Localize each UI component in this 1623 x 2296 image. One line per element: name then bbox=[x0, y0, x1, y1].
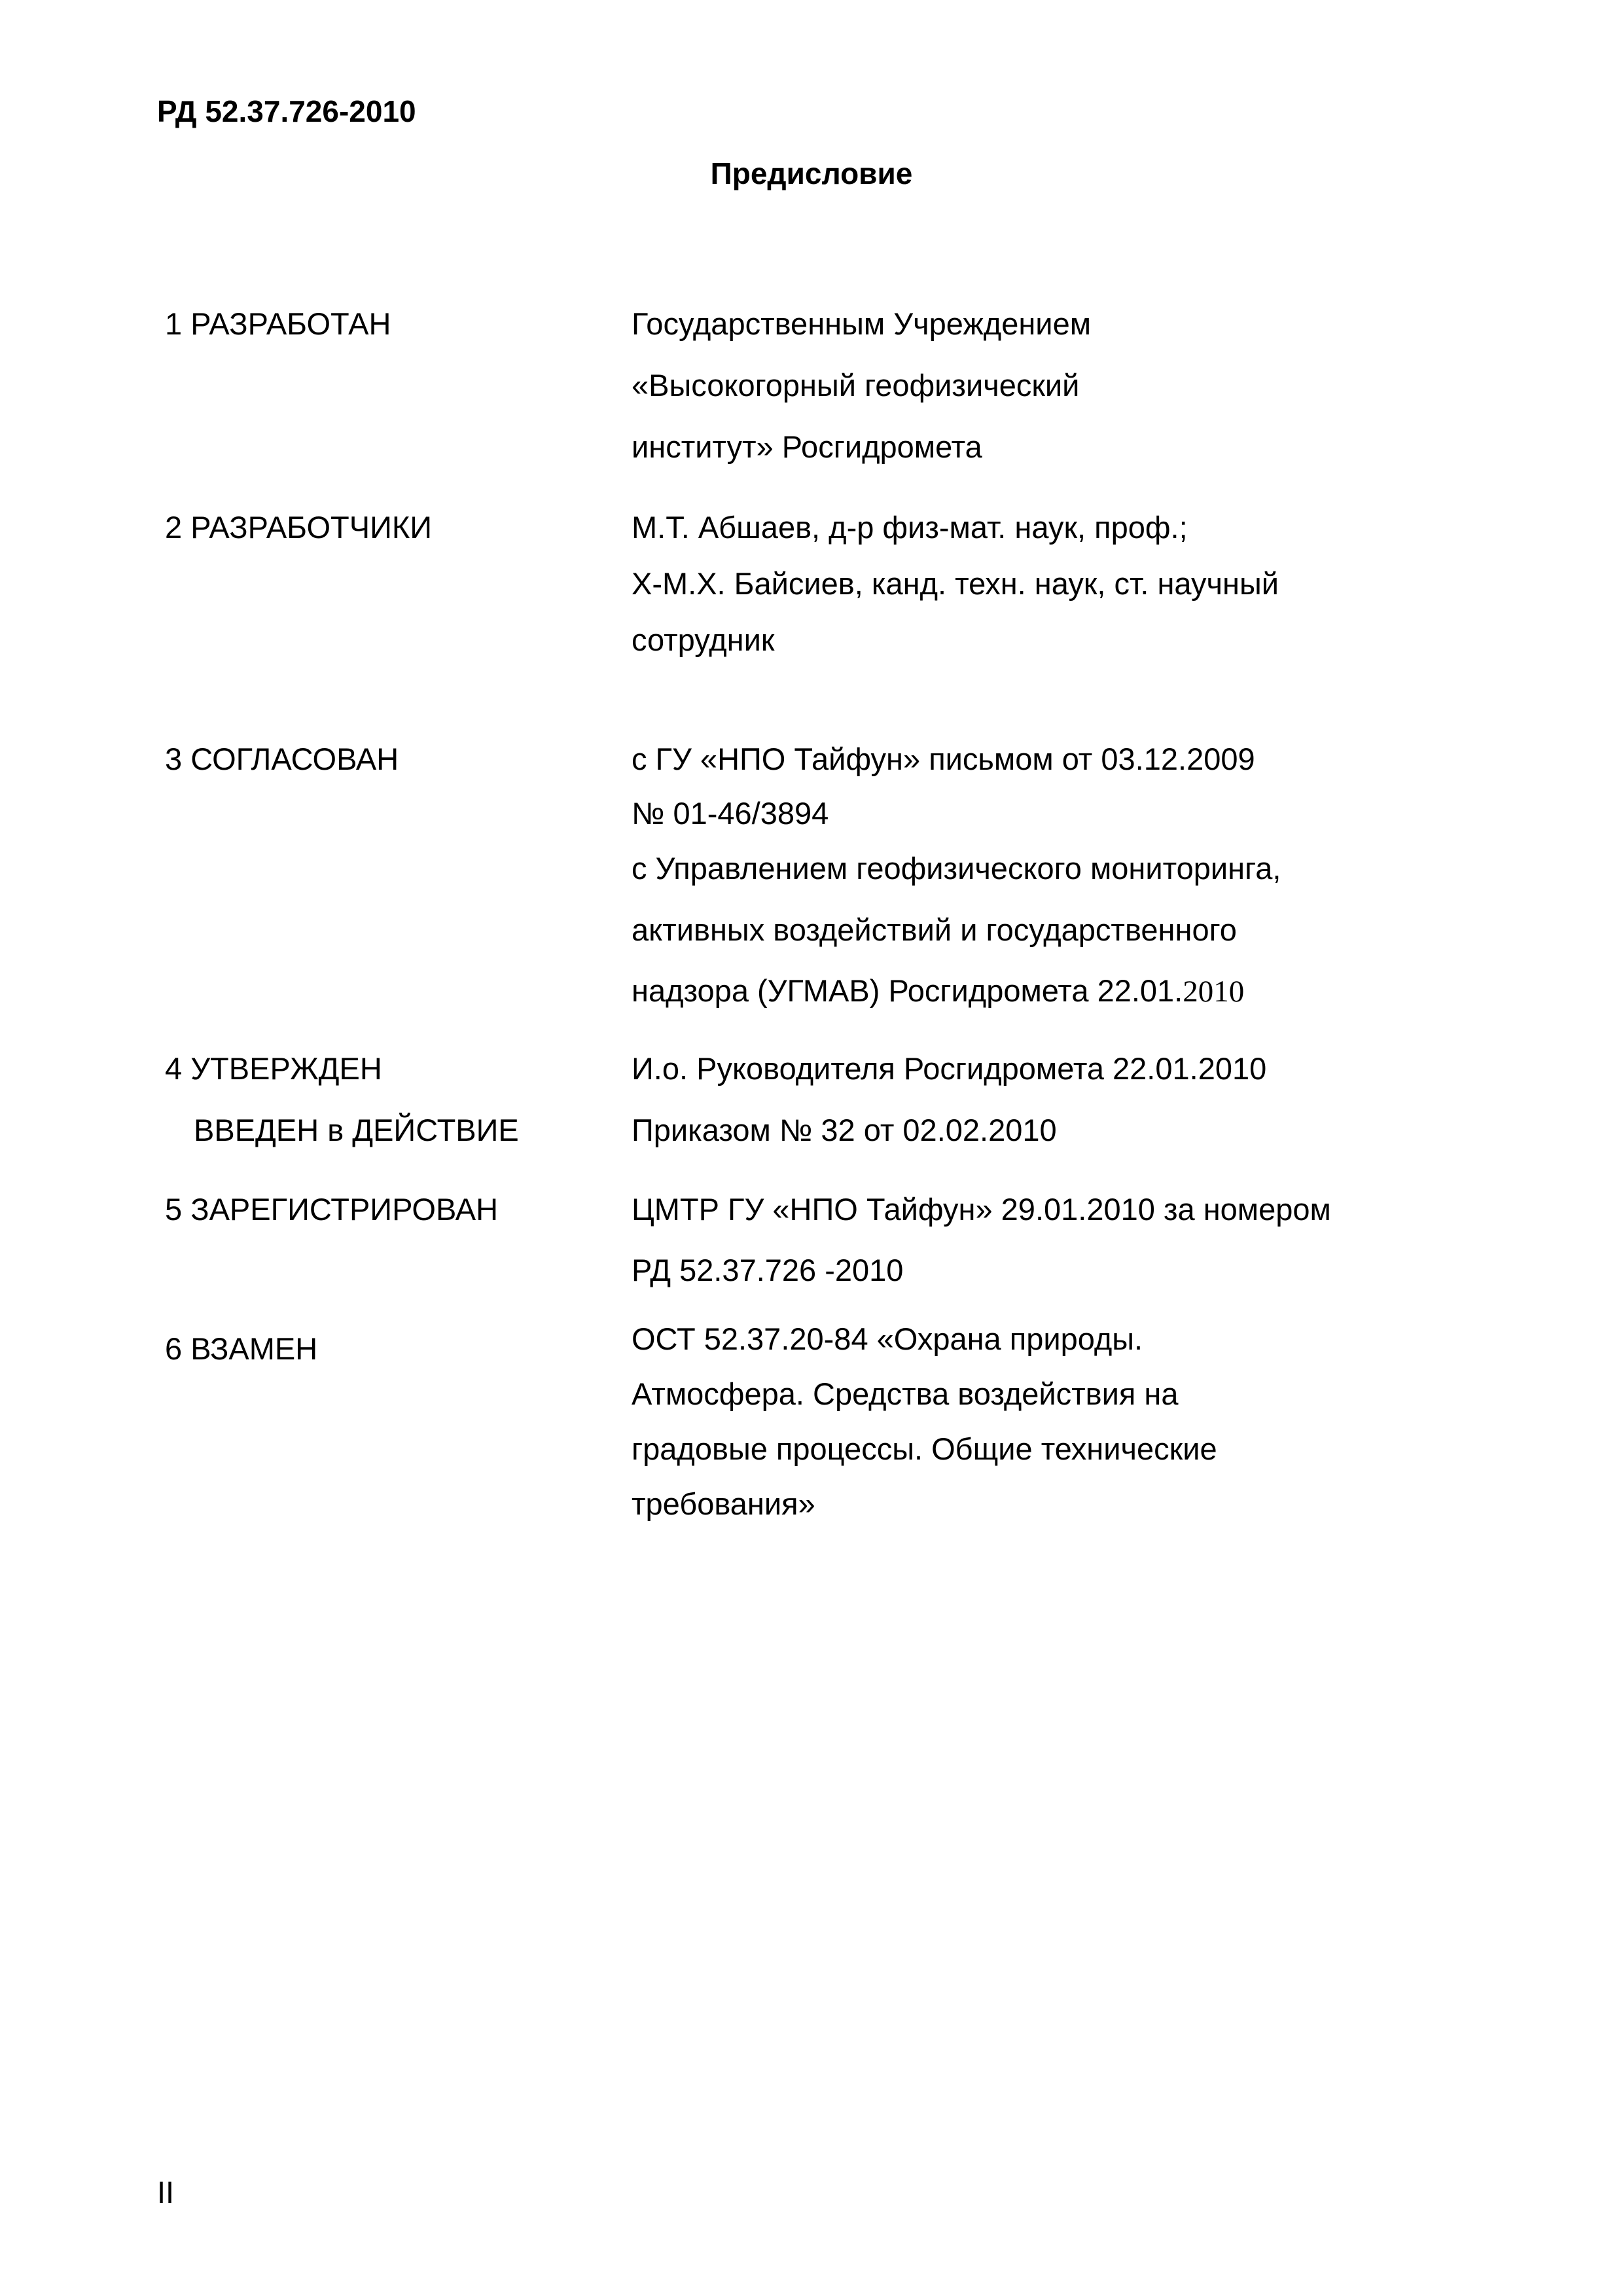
entry-label-main: 4 УТВЕРЖДЕН bbox=[165, 1051, 382, 1086]
entry-text bbox=[632, 740, 1482, 1011]
entry-line: с ГУ «НПО Тайфун» письмом от 03.12.2009 bbox=[632, 742, 1255, 776]
entry-sublabel: ВВЕДЕН в ДЕЙСТВИЕ bbox=[194, 1113, 519, 1147]
entry-line-text: надзора (УГМАВ) Росгидромета 22.01. bbox=[632, 973, 1183, 1008]
document-code: РД 52.37.726-2010 bbox=[157, 94, 416, 128]
entry-line: с Управлением геофизического мониторинга, bbox=[632, 851, 1281, 886]
entry-line: требования» bbox=[632, 1486, 815, 1521]
entry-label-text: 6 ВЗАМЕН bbox=[165, 1331, 318, 1366]
entry-line: Приказом № 32 от 02.02.2010 bbox=[632, 1113, 1057, 1147]
entry-label bbox=[165, 1329, 317, 1369]
entry-label: 5 ЗАРЕГИСТРИРОВАН bbox=[165, 1192, 499, 1227]
entry-text bbox=[632, 1049, 1482, 1150]
entry-text bbox=[632, 508, 1482, 660]
entry-text bbox=[632, 1319, 1482, 1524]
entry-line: И.о. Руководителя Росгидромета 22.01.2010 bbox=[632, 1051, 1267, 1086]
entry-label bbox=[165, 1049, 519, 1150]
page-number: II bbox=[157, 2175, 175, 2210]
entry-line: Х-М.Х. Байсиев, канд. техн. наук, ст. научный bbox=[632, 566, 1279, 601]
entry-line bbox=[632, 971, 1482, 1011]
entry-line: «Высокогорный геофизический bbox=[632, 368, 1080, 403]
entry-line: Государственным Учреждением bbox=[632, 306, 1092, 341]
entry-line-year: 2010 bbox=[1183, 975, 1245, 1009]
entry-line: Атмосфера. Средства воздействия на bbox=[632, 1376, 1179, 1411]
entry-line: активных воздействий и государственного bbox=[632, 912, 1237, 947]
entry-label: 3 СОГЛАСОВАН bbox=[165, 742, 399, 776]
entry-label: 2 РАЗРАБОТЧИКИ bbox=[165, 510, 433, 545]
entry-line: РД 52.37.726 -2010 bbox=[632, 1253, 904, 1287]
entry-text bbox=[632, 1190, 1482, 1290]
entry-line: ОСТ 52.37.20-84 «Охрана природы. bbox=[632, 1321, 1143, 1356]
entry-line: ЦМТР ГУ «НПО Тайфун» 29.01.2010 за номером bbox=[632, 1192, 1331, 1227]
entry-line: сотрудник bbox=[632, 622, 775, 657]
entry-line: № 01-46/3894 bbox=[632, 796, 829, 831]
entry-line: институт» Росгидромета bbox=[632, 429, 982, 464]
entry-label: 1 РАЗРАБОТАН bbox=[165, 306, 391, 341]
entry-line: М.Т. Абшаев, д-р физ-мат. наук, проф.; bbox=[632, 510, 1188, 545]
entry-line: градовые процессы. Общие технические bbox=[632, 1431, 1217, 1466]
page-title: Предисловие bbox=[710, 156, 913, 190]
entry-text bbox=[632, 304, 1482, 467]
